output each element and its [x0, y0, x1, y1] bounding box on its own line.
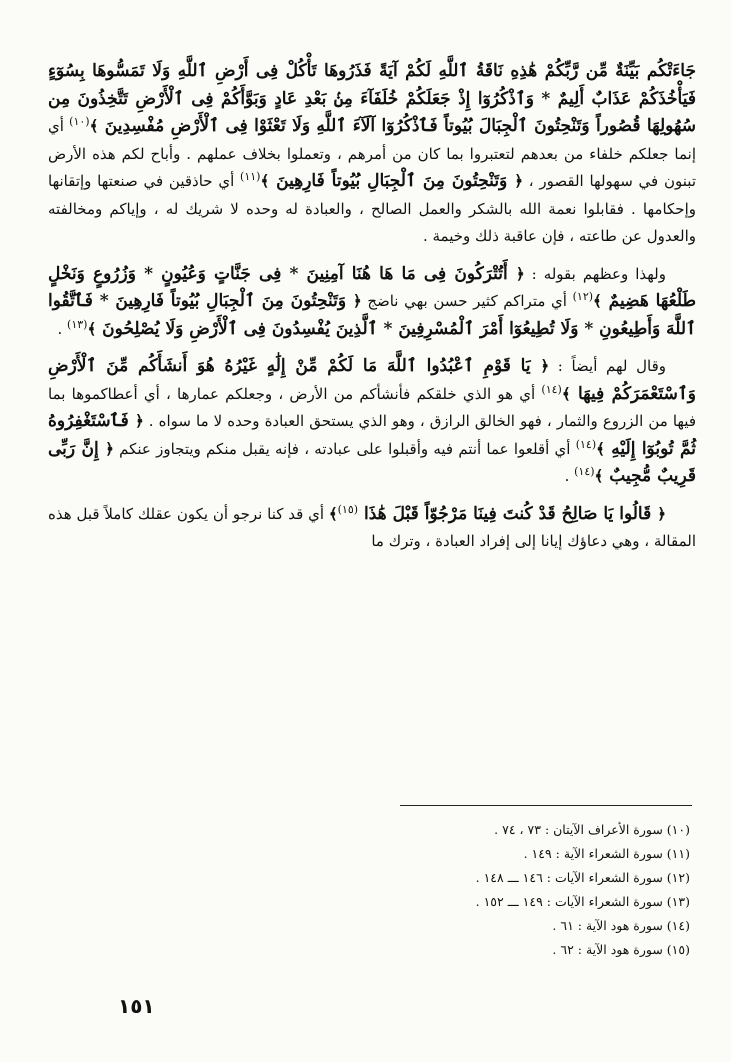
bracket: ﴾	[594, 467, 604, 485]
commentary-text: وقال لهم أيضاً :	[549, 357, 666, 375]
paragraph-4	[48, 501, 696, 556]
footnote-item: (١٠) سورة الأعراف الآيتان : ٧٣ ، ٧٤ .	[494, 822, 690, 837]
bracket: ﴾	[328, 504, 338, 523]
verse-ref: (١٢)	[572, 290, 594, 303]
bracket: ﴾	[87, 319, 97, 338]
commentary-text: ولهذا وعظهم بقوله :	[524, 264, 666, 283]
quran-verse: أَتُتْرَكُونَ فِى مَا هَا هُنَا آمِنِينَ * فِى جَنَّاتٍ وَعُيُونٍ * وَزُرُوعٍ وَنَخْلٍ طَلْعُهَا هَضِيمٌ	[48, 263, 696, 311]
footnote-item: (١٤) سورة هود الآية : ٦١ .	[552, 918, 690, 933]
main-text	[48, 58, 696, 566]
quran-verse: إِنَّ رَبِّى قَرِيبٌ مُّجِيبٌ	[48, 438, 696, 486]
footnote-separator	[400, 805, 692, 806]
bracket: ﴾	[596, 439, 605, 458]
page-number: ١٥١	[118, 994, 155, 1018]
footnotes-list	[330, 818, 690, 962]
bracket: ﴾	[561, 384, 571, 403]
verse-ref: (١٣)	[67, 317, 88, 331]
bracket: ﴿	[105, 439, 114, 458]
bracket: ﴿	[134, 412, 144, 430]
commentary-text: أي قد كنا نرجو أن يكون عقلك كاملاً قبل هذه المقالة ، وهي دعاؤك إيانا إلى إفراد العبادة ، وترك ما	[48, 504, 696, 550]
quran-verse: يَا قَوْمِ ٱعْبُدُوا ٱللَّهَ مَا لَكُمْ مِّنْ إِلَٰهٍ غَيْرُهُ هُوَ أَنشَأَكُم مِّنَ ٱلْأَرْضِ وَٱسْتَعْمَرَكُمْ فِيهَا	[48, 356, 696, 404]
bracket: ﴿	[657, 504, 666, 523]
verse-ref: (١٥)	[337, 502, 359, 516]
bracket: ﴾	[260, 172, 270, 190]
quran-verse: وَتَنْحِتُونَ مِنَ ٱلْجِبَالِ بُيُوتاً فَارِهِينَ * فَٱتَّقُوا ٱللَّهَ وَأَطِيعُونِ * وَلَا تُطِيعُوٓا أَمْرَ ٱلْمُسْرِفِينَ * ٱلَّذِينَ يُفْسِدُونَ فِى ٱلْأَرْضِ وَلَا يُصْلِحُونَ	[48, 291, 696, 339]
commentary-text: أي هو الذي خلقكم فأنشأكم من الأرض ، وجعلكم عمارها ، أي أعطاكموها بما فيها من الزروع والثمار ، فهو الخالق الرازق ، وهو الذي يستحق العبادة وحده لا ما سواه .	[48, 384, 696, 430]
bracket: ﴿	[352, 292, 362, 310]
paragraph-3	[48, 353, 696, 491]
quran-verse: قَالُوا يَا صَالِحُ قَدْ كُنتَ فِينَا مَرْجُوّاً قَبْلَ هَٰذَا	[358, 503, 658, 524]
bracket: ﴾	[593, 292, 602, 310]
commentary-text: أي متراكم كثير حسن بهي ناضج	[361, 292, 573, 310]
footnote-item: (١٥) سورة هود الآية : ٦٢ .	[552, 942, 690, 957]
quran-verse: جَاءَتْكُم بَيِّنَةٌ مِّن رَّبِّكُمْ هَٰذِهِ نَاقَةُ ٱللَّهِ لَكُمْ آيَةً فَذَرُوهَا تَأْكُلْ فِى أَرْضِ ٱللَّهِ وَلَا تَمَسُّوهَا بِسُوٓءٍ فَيَأْخُذَكُمْ عَذَابٌ أَلِيمٌ * وَٱذْكُرُوٓا إِذْ جَعَلَكُمْ خُلَفَآءَ مِنۢ بَعْدِ عَادٍ وَبَوَّأَكُمْ فِى ٱلْأَرْضِ تَتَّخِذُونَ مِن سُهُولِهَا قُصُوراً وَتَنْحِتُونَ ٱلْجِبَالَ بُيُوتاً فَٱذْكُرُوٓا آلَآءَ ٱللَّهِ وَلَا تَعْثَوْا فِى ٱلْأَرْضِ مُفْسِدِينَ	[48, 61, 696, 136]
commentary-text: .	[57, 319, 68, 338]
commentary-text: .	[564, 467, 575, 485]
bracket: ﴿	[540, 357, 550, 375]
footnote-item: (١٣) سورة الشعراء الآيات : ١٤٩ ـــ ١٥٢ .	[475, 894, 690, 909]
bracket: ﴿	[515, 264, 525, 283]
paragraph-1	[48, 58, 696, 251]
commentary-text: أي حاذقين في صنعتها وإتقانها وإحكامها . فقابلوا نعمة الله بالشكر والعمل الصالح ، والعبادة له وحده لا شريك له ، وإياكم ومخالفته والعدول عن طاعته ، فإن عاقبة ذلك وخيمة .	[48, 172, 696, 245]
verse-ref: (١٤)	[574, 465, 595, 478]
commentary-text: أي أقلعوا عما أنتم فيه وأقبلوا على عبادته ، فإنه يقبل منكم ويتجاوز عنكم	[113, 439, 576, 458]
verse-ref: (١٤)	[541, 382, 562, 396]
footnote-item: (١١) سورة الشعراء الآية : ١٤٩ .	[523, 846, 690, 861]
commentary-text: أي إنما جعلكم خلفاء من بعدهم لتعتبروا بما كان من أمرهم ، وتعملوا بخلاف عملهم . وأباح لكم هذه الأرض تبنون في سهولها القصور ،	[48, 117, 696, 190]
quran-verse: وَتَنْحِتُونَ مِنَ ٱلْجِبَالِ بُيُوتاً فَارِهِينَ	[269, 171, 515, 191]
footnote-item: (١٢) سورة الشعراء الآيات : ١٤٦ ـــ ١٤٨ .	[475, 870, 690, 885]
verse-ref: (١٤)	[575, 437, 597, 451]
bracket: ﴿	[514, 172, 523, 190]
paragraph-2	[48, 261, 696, 344]
quran-verse: فَٱسْتَغْفِرُوهُ ثُمَّ تُوبُوٓا إِلَيْهِ	[48, 411, 697, 459]
verse-ref: (١٠)	[69, 115, 90, 128]
verse-ref: (١١)	[240, 170, 261, 183]
bracket: ﴾	[89, 117, 99, 135]
